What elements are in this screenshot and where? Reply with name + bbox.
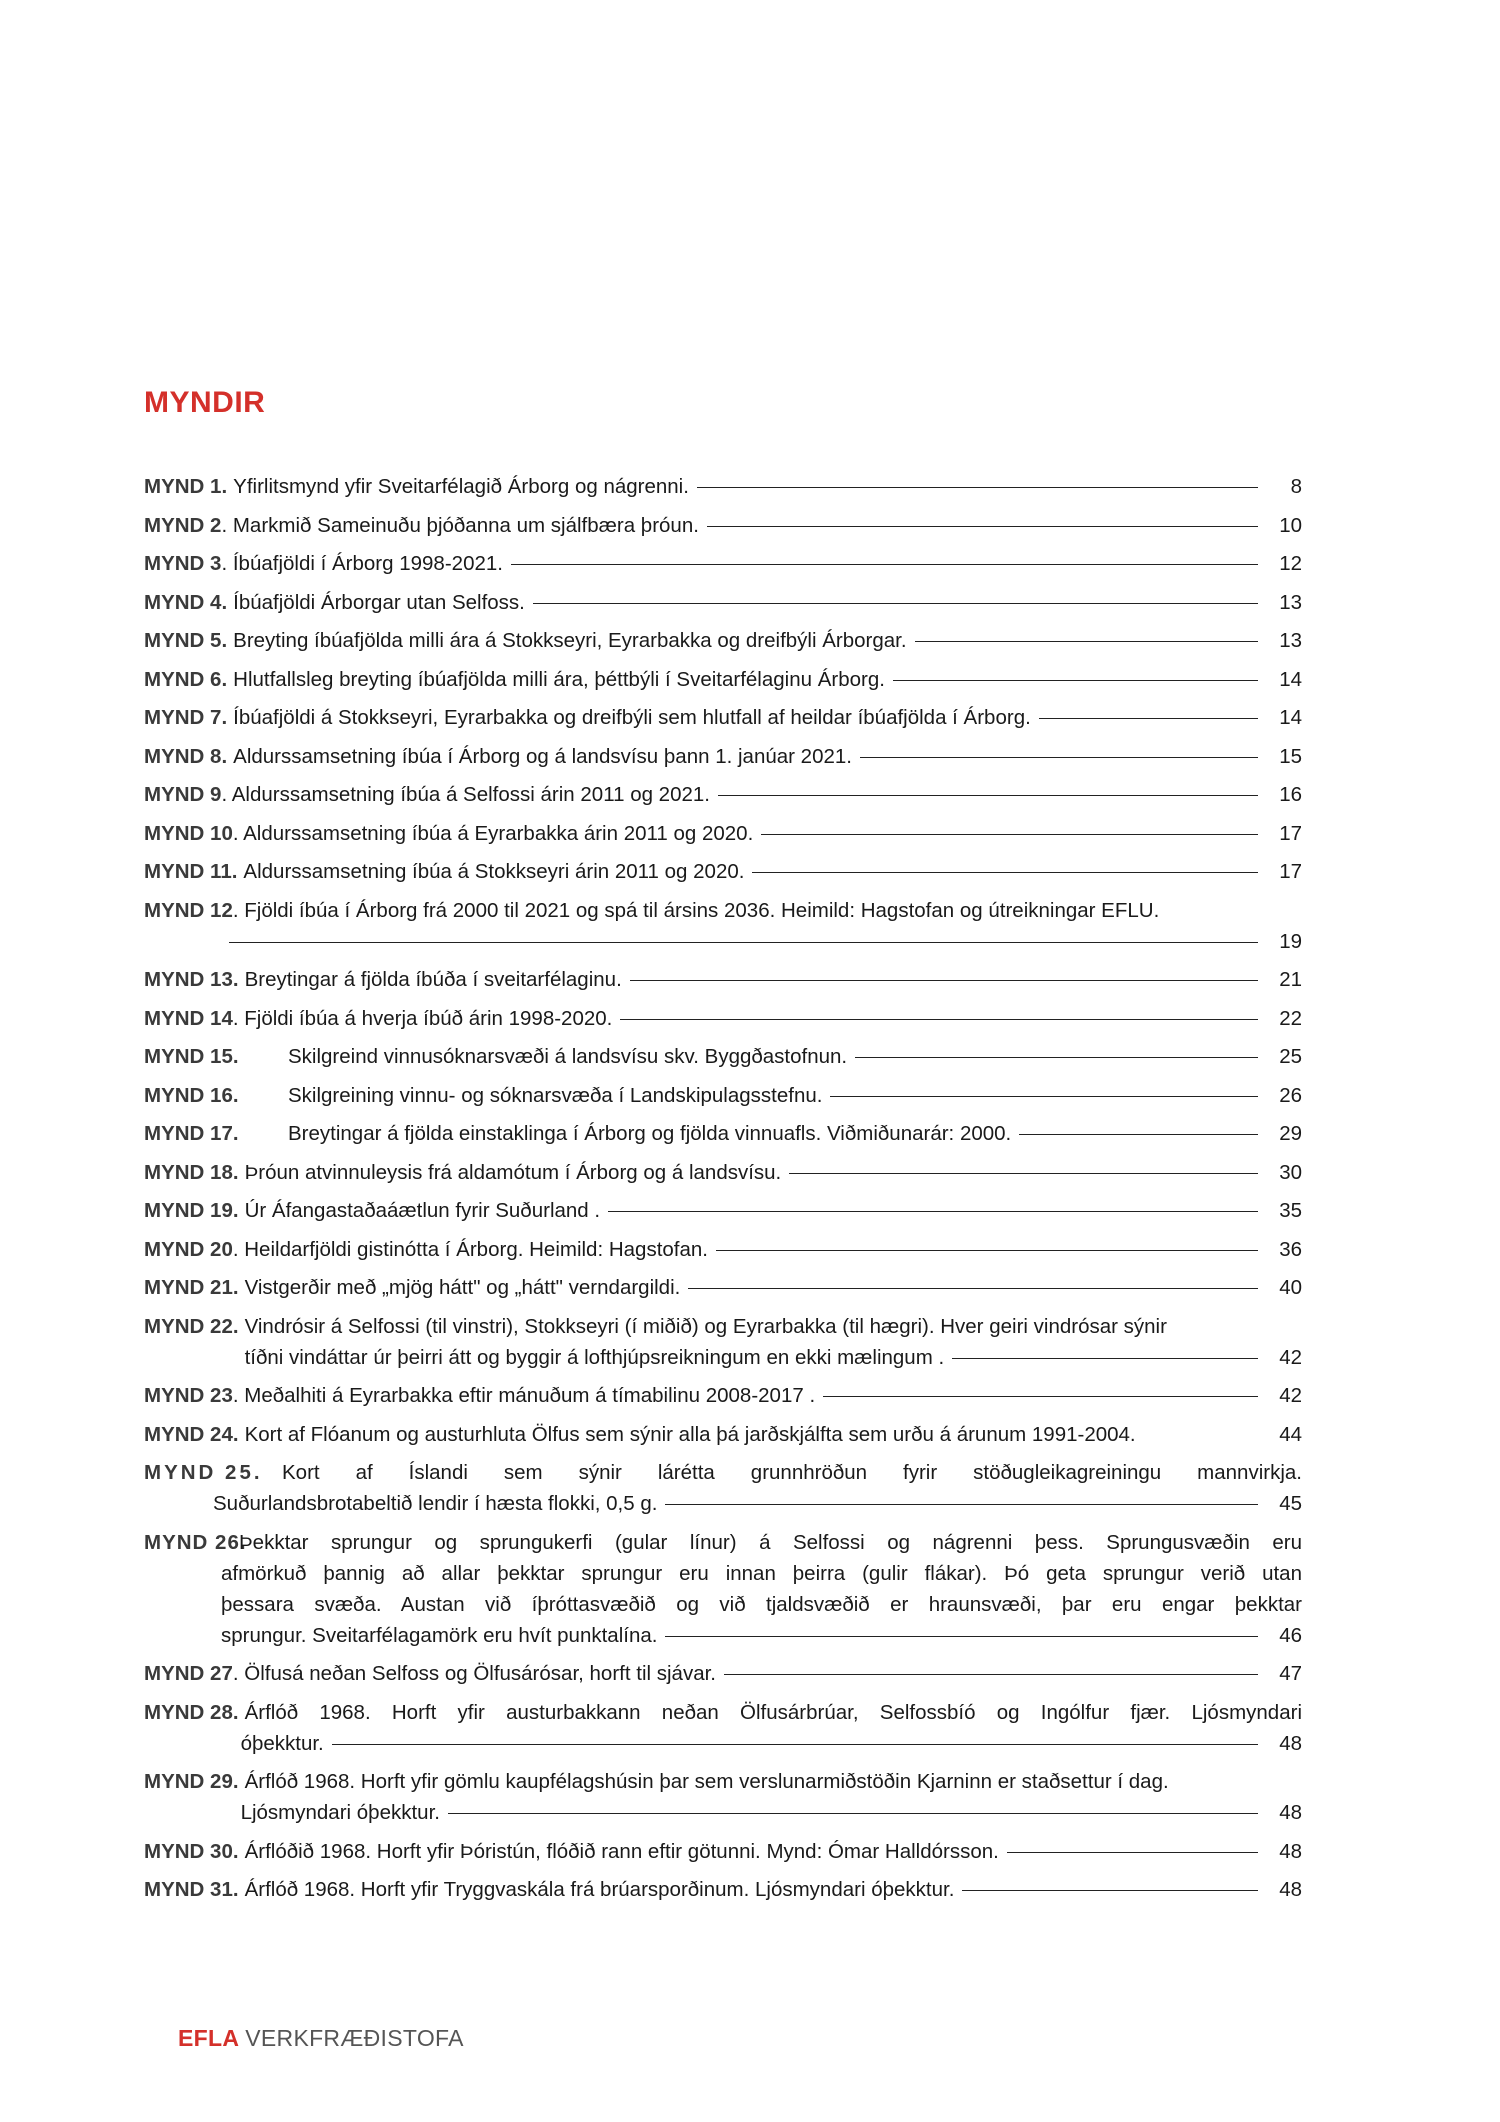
page-number: 26: [1279, 1083, 1302, 1107]
dot-leader: [860, 757, 1258, 758]
dot-leader: [630, 980, 1258, 981]
figure-label: MYND 30.: [144, 1839, 239, 1863]
list-item[interactable]: [144, 818, 1302, 849]
dot-leader: [952, 1358, 1258, 1359]
figure-caption: Árflóðið 1968. Horft yfir Þóristún, flóðið rann eftir götunni. Mynd: Ómar Halldórsson.: [244, 1839, 999, 1863]
figure-caption-cont: sprungur. Sveitarfélagamörk eru hvít punktalína.: [221, 1623, 658, 1647]
dot-leader: [688, 1288, 1258, 1289]
figure-label: MYND 27: [144, 1662, 233, 1685]
page-title: MYNDIR: [144, 386, 266, 419]
figure-label: MYND 23: [144, 1384, 233, 1407]
list-item[interactable]: [144, 1380, 1302, 1411]
dot-leader: [893, 680, 1258, 681]
dot-leader: [697, 487, 1258, 488]
page-number: 48: [1279, 1801, 1302, 1824]
figure-caption: Árflóð 1968. Horft yfir Tryggvaskála frá brúarsporðinum. Ljósmyndari óþekktur.: [244, 1878, 955, 1901]
footer-logo: [178, 2025, 464, 2052]
page-number: 14: [1279, 706, 1302, 729]
figure-caption: Kort af Íslandi sem sýnir lárétta grunnhröðun fyrir stöðugleikagreiningu mannvirkja.: [282, 1461, 1302, 1484]
list-item[interactable]: [144, 1766, 1302, 1828]
figure-label: MYND 10: [144, 821, 233, 845]
figure-caption: . Meðalhiti á Eyrarbakka eftir mánuðum á tímabilinu 2008-2017 .: [232, 1384, 816, 1407]
figure-caption: . Íbúafjöldi í Árborg 1998-2021.: [221, 552, 503, 575]
figure-label: MYND 1.: [144, 475, 228, 498]
dot-leader: [1019, 1134, 1258, 1135]
dot-leader: [718, 795, 1258, 796]
page-number: 14: [1279, 667, 1302, 691]
figure-label: MYND 18.: [144, 1160, 239, 1184]
page-number: 8: [1290, 475, 1302, 498]
list-item[interactable]: [144, 1234, 1302, 1265]
figure-caption: Íbúafjöldi Árborgar utan Selfoss.: [233, 590, 525, 614]
page-number: 16: [1279, 783, 1302, 806]
figure-label: MYND 20: [144, 1237, 233, 1261]
page-number: 36: [1279, 1237, 1302, 1261]
figure-caption: Aldurssamsetning íbúa á Stokkseyri árin 2011 og 2020.: [243, 860, 745, 883]
page-number: 46: [1279, 1623, 1302, 1647]
dot-leader: [608, 1211, 1258, 1212]
dot-leader: [229, 942, 1258, 943]
dot-leader: [665, 1504, 1258, 1505]
figure-label: MYND 17.: [144, 1122, 239, 1145]
page-number: 48: [1279, 1839, 1302, 1863]
list-item[interactable]: [144, 1697, 1302, 1759]
figure-caption: Árflóð 1968. Horft yfir austurbakkann neðan Ölfusárbrúar, Selfossbíó og Ingólfur fjær. Ljósmyndari: [244, 1700, 1302, 1724]
figure-label: MYND 26.: [144, 1530, 247, 1554]
list-item[interactable]: [144, 856, 1302, 887]
figure-caption: Þróun atvinnuleysis frá aldamótum í Árborg og á landsvísu.: [244, 1160, 782, 1184]
figure-caption-cont: afmörkuð þannig að allar þekktar sprungur eru innan þeirra (gulir flákar). Þó geta sprungur verið utan: [221, 1561, 1302, 1585]
list-item[interactable]: [144, 664, 1302, 695]
page-number: 48: [1279, 1878, 1302, 1901]
page-number: 44: [1279, 1422, 1302, 1446]
figure-caption: . Ölfusá neðan Selfoss og Ölfusárósar, horft til sjávar.: [232, 1662, 716, 1685]
page-number: 42: [1279, 1345, 1302, 1369]
list-item[interactable]: [144, 1118, 1302, 1149]
figure-caption: . Markmið Sameinuðu þjóðanna um sjálfbæra þróun.: [221, 513, 699, 537]
dot-leader: [665, 1636, 1258, 1637]
page-number: 30: [1279, 1160, 1302, 1184]
page-number: 42: [1279, 1384, 1302, 1407]
page-number: 35: [1279, 1199, 1302, 1222]
list-item[interactable]: [144, 1041, 1302, 1072]
list-item[interactable]: [144, 1419, 1302, 1450]
page-number: 25: [1279, 1045, 1302, 1068]
page-number: 13: [1279, 629, 1302, 652]
brand-name: EFLA: [178, 2025, 240, 2051]
dot-leader: [789, 1173, 1258, 1174]
figure-caption: Breytingar á fjölda einstaklinga í Árborg og fjölda vinnuafls. Viðmiðunarár: 2000.: [288, 1122, 1012, 1145]
dot-leader: [761, 834, 1258, 835]
list-item[interactable]: [144, 548, 1302, 579]
figure-caption: Breytingar á fjölda íbúða í sveitarfélaginu.: [244, 968, 622, 991]
dot-leader: [830, 1096, 1258, 1097]
page-number: 22: [1279, 1006, 1302, 1030]
figure-caption: Yfirlitsmynd yfir Sveitarfélagið Árborg og nágrenni.: [233, 475, 689, 498]
dot-leader: [752, 872, 1258, 873]
dot-leader: [533, 603, 1258, 604]
dot-leader: [823, 1396, 1258, 1397]
page-number: 48: [1279, 1731, 1302, 1755]
figure-caption-cont: tíðni vindáttar úr þeirri átt og byggir á lofthjúpsreikningum en ekki mælingum .: [244, 1345, 945, 1369]
dot-leader: [855, 1057, 1258, 1058]
dot-leader: [620, 1019, 1258, 1020]
dot-leader: [724, 1674, 1258, 1675]
list-item[interactable]: [144, 1195, 1302, 1226]
figure-caption-cont: óþekktur.: [240, 1731, 324, 1755]
dot-leader: [707, 526, 1258, 527]
figure-label: MYND 25.: [144, 1461, 263, 1484]
figure-caption: . Fjöldi íbúa á hverja íbúð árin 1998-2020.: [232, 1006, 613, 1030]
page-number: 47: [1279, 1662, 1302, 1685]
figure-label: MYND 24.: [144, 1422, 239, 1446]
page-number: 45: [1279, 1492, 1302, 1515]
figure-caption: Aldurssamsetning íbúa í Árborg og á landsvísu þann 1. janúar 2021.: [233, 744, 852, 768]
figure-label: MYND 22.: [144, 1314, 239, 1338]
page-number: 29: [1279, 1122, 1302, 1145]
figure-caption-cont: þessara svæða. Austan við íþróttasvæðið og við tjaldsvæðið er hraunsvæði, þar eru engar þekktar: [221, 1592, 1302, 1616]
figure-label: MYND 16.: [144, 1083, 239, 1107]
list-item[interactable]: [144, 625, 1302, 656]
figure-caption: Árflóð 1968. Horft yfir gömlu kaupfélagshúsin þar sem verslunarmiðstöðin Kjarninn er staðsettur í dag.: [244, 1770, 1169, 1793]
figure-label: MYND 12: [144, 898, 233, 922]
figure-caption: Þekktar sprungur og sprungukerfi (gular línur) á Selfossi og nágrenni þess. Sprungusvæðin eru: [239, 1530, 1302, 1554]
brand-subtitle: VERKFRÆÐISTOFA: [245, 2025, 464, 2051]
figure-caption: Kort af Flóanum og austurhluta Ölfus sem sýnir alla þá jarðskjálfta sem urðu á árunum 1991-2004.: [244, 1422, 1136, 1446]
figure-label: MYND 6.: [144, 667, 228, 691]
list-item[interactable]: [144, 1658, 1302, 1689]
dot-leader: [448, 1813, 1258, 1814]
list-item[interactable]: [144, 1003, 1302, 1034]
list-item[interactable]: [144, 1527, 1302, 1651]
figure-caption-cont: Ljósmyndari óþekktur.: [240, 1801, 440, 1824]
figure-label: MYND 7.: [144, 706, 228, 729]
figure-label: MYND 3: [144, 552, 222, 575]
figure-label: MYND 9: [144, 783, 222, 806]
page-number: 15: [1279, 744, 1302, 768]
page-number: 21: [1279, 968, 1302, 991]
figure-label: MYND 21.: [144, 1276, 239, 1299]
figure-label: MYND 19.: [144, 1199, 239, 1222]
page-number: 12: [1279, 552, 1302, 575]
figure-label: MYND 28.: [144, 1700, 239, 1724]
dot-leader: [332, 1744, 1258, 1745]
figure-label: MYND 31.: [144, 1878, 239, 1901]
list-item[interactable]: [144, 510, 1302, 541]
list-item[interactable]: [144, 1874, 1302, 1905]
list-item[interactable]: [144, 779, 1302, 810]
dot-leader: [716, 1250, 1258, 1251]
figure-label: MYND 2: [144, 513, 222, 537]
figure-caption: . Aldurssamsetning íbúa á Eyrarbakka árin 2011 og 2020.: [232, 821, 754, 845]
list-item[interactable]: [144, 741, 1302, 772]
dot-leader: [1039, 718, 1258, 719]
dot-leader: [915, 641, 1258, 642]
figure-caption: Úr Áfangastaðaáætlun fyrir Suðurland .: [244, 1199, 601, 1222]
list-item[interactable]: [144, 1080, 1302, 1111]
list-item[interactable]: [144, 587, 1302, 618]
list-item[interactable]: [144, 1157, 1302, 1188]
figure-label: MYND 13.: [144, 968, 239, 991]
figure-caption: Skilgreind vinnusóknarsvæði á landsvísu skv. Byggðastofnun.: [288, 1045, 848, 1068]
figure-caption: Hlutfallsleg breyting íbúafjölda milli ára, þéttbýli í Sveitarfélaginu Árborg.: [233, 667, 885, 691]
list-item[interactable]: [144, 1311, 1302, 1373]
figure-caption: . Fjöldi íbúa í Árborg frá 2000 til 2021 og spá til ársins 2036. Heimild: Hagstofan og útreikningar EFLU.: [232, 898, 1160, 922]
list-item[interactable]: [144, 895, 1302, 957]
page-number: 40: [1279, 1276, 1302, 1299]
figure-caption: Íbúafjöldi á Stokkseyri, Eyrarbakka og dreifbýli sem hlutfall af heildar íbúafjölda í Árborg.: [233, 706, 1031, 729]
page-number: 17: [1279, 821, 1302, 845]
figure-label: MYND 15.: [144, 1045, 239, 1068]
figure-label: MYND 29.: [144, 1770, 239, 1793]
figure-caption: . Heildarfjöldi gistinótta í Árborg. Heimild: Hagstofan.: [232, 1237, 708, 1261]
dot-leader: [511, 564, 1258, 565]
figure-caption-cont: Suðurlandsbrotabeltið lendir í hæsta flokki, 0,5 g.: [213, 1492, 658, 1515]
figure-label: MYND 14: [144, 1006, 233, 1030]
list-item[interactable]: [144, 471, 1302, 502]
figure-caption: Skilgreining vinnu- og sóknarsvæða í Landskipulagsstefnu.: [288, 1083, 823, 1107]
page-number: 10: [1279, 513, 1302, 537]
page-number: 19: [1279, 929, 1302, 953]
figure-label: MYND 8.: [144, 744, 228, 768]
figure-label: MYND 11.: [144, 860, 238, 883]
list-item[interactable]: [144, 964, 1302, 995]
figure-label: MYND 4.: [144, 590, 228, 614]
dot-leader: [962, 1890, 1258, 1891]
page-number: 17: [1279, 860, 1302, 883]
list-item[interactable]: [144, 1836, 1302, 1867]
figure-caption: Breyting íbúafjölda milli ára á Stokkseyri, Eyrarbakka og dreifbýli Árborgar.: [233, 629, 907, 652]
figure-caption: . Aldurssamsetning íbúa á Selfossi árin 2011 og 2021.: [221, 783, 710, 806]
figure-caption: Vistgerðir með „mjög hátt" og „hátt" verndargildi.: [244, 1276, 681, 1299]
page-number: 13: [1279, 590, 1302, 614]
list-item[interactable]: [144, 702, 1302, 733]
list-item[interactable]: [144, 1272, 1302, 1303]
figure-list: [144, 471, 1302, 1913]
list-item[interactable]: [144, 1457, 1302, 1519]
figure-caption: Vindrósir á Selfossi (til vinstri), Stokkseyri (í miðið) og Eyrarbakka (til hægri). Hver geiri vindrósar sýnir: [244, 1314, 1167, 1338]
dot-leader: [1007, 1852, 1258, 1853]
figure-label: MYND 5.: [144, 629, 228, 652]
